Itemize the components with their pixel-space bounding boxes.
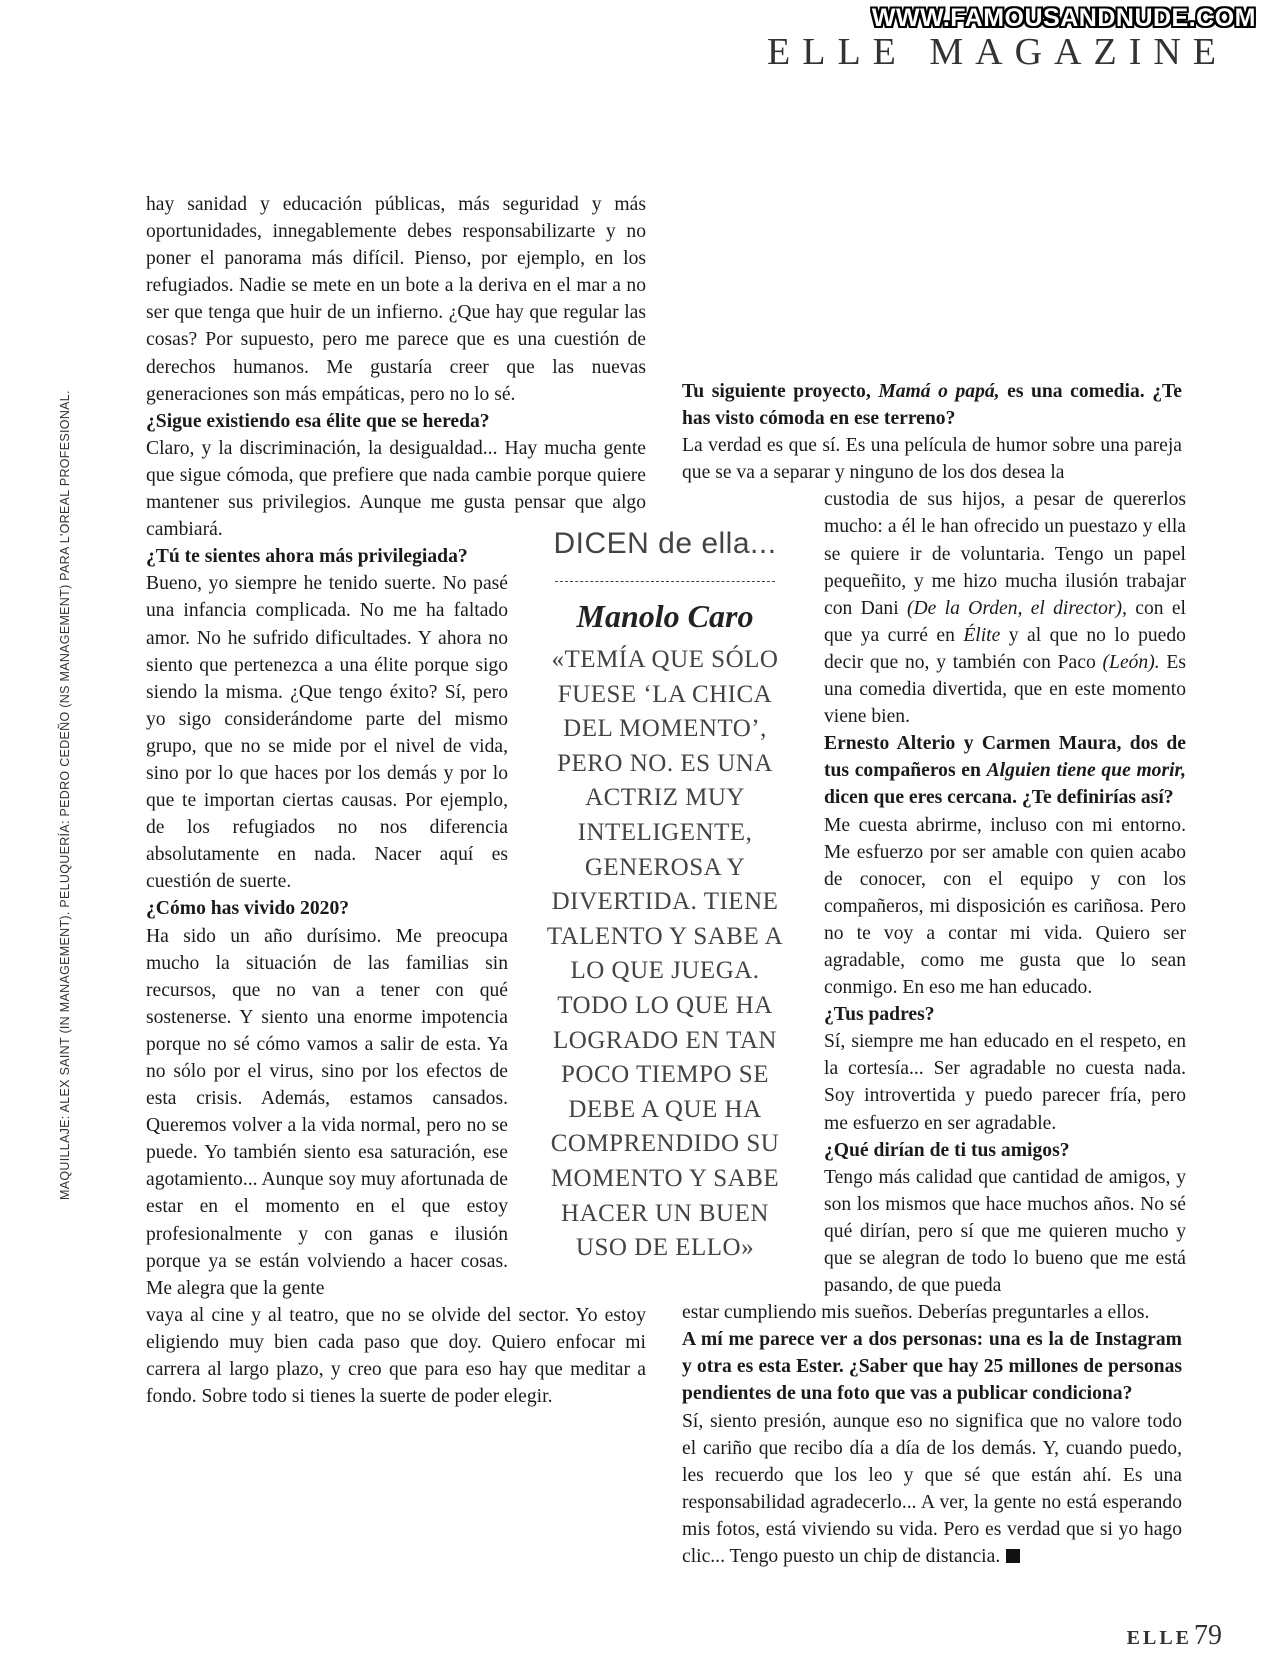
answer-text: y al que no lo puedo decir que no, y también con Paco xyxy=(824,624,1186,673)
answer-paragraph xyxy=(682,1408,1182,1571)
answer-paragraph: Bueno, yo siempre he tenido suerte. No pasé una infancia complicada. No me ha faltado amor. No he sufrido dificultades. Y ahora no siento que pertenezca a una élite porque sigo siendo la misma. ¿Que tengo éxito? Sí, pero yo sigo considerándome parte del mismo grupo, que no se mide por el nivel de vida, sino por lo que haces por los demás y por lo que te importan ciertas causas. Por ejemplo, de los refugiados no nos diferencia absolutamente en nada. Nacer aquí es cuestión de suerte. xyxy=(146,573,508,893)
answer-paragraph: vaya al cine y al teatro, que no se olvide del sector. Yo estoy eligiendo muy bien cada paso que doy. Quiero enfocar mi carrera al largo plazo, y creo que para eso hay que meditar a fondo. Sobre todo si tienes la suerte de poder elegir. xyxy=(146,1304,646,1408)
italic-note: (León). xyxy=(1102,651,1160,673)
question-text: Tu siguiente proyecto, xyxy=(682,381,871,402)
watermark: WWW.FAMOUSANDNUDE.COM xyxy=(871,4,1256,32)
answer-text: Claro, y la discriminación, la desigualdad... Hay mucha gente que sigue cómoda, que prefiere que nada cambie porque quiere mantener sus privilegios. Aunque me gusta pensar que algo cambiará. xyxy=(146,437,646,541)
pull-quote-text: «TEMÍA QUE SÓLO FUESE ‘LA CHICA DEL MOMENTO’, PERO NO. ES UNA ACTRIZ MUY INTELIGENTE, GENEROSA Y DIVERTIDA. TIENE TALENTO Y SABE A LO QUE JUEGA. TODO LO QUE HA LOGRADO EN TAN POCO TIEMPO SE DEBE A QUE HA COMPRENDIDO SU MOMENTO Y SABE HACER UN BUEN USO DE ELLO» xyxy=(546,646,784,1262)
question: ¿Cómo has vivido 2020? xyxy=(146,898,350,920)
answer-paragraph xyxy=(824,486,1186,730)
question: ¿Tú te sientes ahora más privilegiada? xyxy=(146,546,468,568)
question xyxy=(682,378,1182,432)
narrow-column-block xyxy=(146,543,508,1302)
question-text: es una comedia. ¿Te has visto cómoda en ese terreno? xyxy=(682,381,1183,430)
answer-paragraph: estar cumpliendo mis sueños. Deberías preguntarles a ellos. xyxy=(682,1302,1150,1324)
question-text: dicen que eres cercana. ¿Te definirías así? xyxy=(824,787,1174,809)
answer-text: con el que ya curré en xyxy=(824,597,1186,646)
masthead: ELLE MAGAZINE xyxy=(767,31,1228,73)
answer-paragraph: Sí, siempre me han educado en el respeto, en la cortesía... Ser agradable no cuesta nada. Soy introvertida y puedo parecer fría, pero me esfuerzo en ser agradable. xyxy=(824,1031,1186,1134)
answer-text: custodia de sus hijos, a pesar de quererlos mucho: a él le han ofrecido un puestazo y ella se quiere ir de voluntaria. Tengo un papel pequeñito, y me hizo mucha ilusión trabajar con Dani xyxy=(824,489,1186,619)
page-number: 79 xyxy=(1194,1620,1222,1651)
italic-note: (De la Orden, el director), xyxy=(906,597,1127,619)
answer-paragraph: Me cuesta abrirme, incluso con mi entorno. Me esfuerzo por ser amable con quien acabo de conocer, con el equipo y con los compañeros, mi disposición es cariñosa. Pero no te voy a contar mi vida. Quiero ser agradable, como me gusta que lo sean conmigo. En eso me han educado. xyxy=(824,814,1186,999)
answer-paragraph: Tengo más calidad que cantidad de amigos, y son los mismos que hace muchos años. No sé qué dirían, pero sí que me quieren mucho y que se alegran de todo lo bueno que me está pasando, de que pueda xyxy=(824,1166,1186,1297)
answer-text: Es una comedia divertida, que en este momento viene bien. xyxy=(824,651,1187,728)
narrow-column-block xyxy=(824,486,1186,1299)
pull-quote-heading: DICEN de ella... xyxy=(553,527,777,560)
folio-brand: ELLE xyxy=(1126,1627,1192,1649)
end-mark-icon xyxy=(1006,1549,1020,1563)
question: ¿Sigue existiendo esa élite que se hereda? xyxy=(146,410,490,432)
article-column-right xyxy=(682,378,1187,1570)
answer-paragraph: La verdad es que sí. Es una película de humor sobre una pareja que se va a separar y ninguno de los dos desea la xyxy=(682,435,1182,484)
series-title: Élite xyxy=(963,624,1001,646)
question: ¿Qué dirían de ti tus amigos? xyxy=(824,1139,1070,1161)
photo-credit: MAQUILLAJE: ALEX SAINT (IN MANAGEMENT). PELUQUERÍA: PEDRO CEDEÑO (NS MANAGEMENT) PARA L'OREAL PROFESIONAL. xyxy=(58,390,72,1200)
pull-quote-author: Manolo Caro xyxy=(576,598,754,634)
question: ¿Tus padres? xyxy=(824,1004,935,1026)
answer-paragraph: hay sanidad y educación públicas, más seguridad y más oportunidades, innegablemente debes responsabilizarte y no poner el panorama más difícil. Pienso, por ejemplo, en los refugiados. Nadie se mete en un bote a la deriva en el mar a no ser que tenga que huir de un infierno. ¿Que hay que regular las cosas? Por supuesto, pero me parece que es una cuestión de derechos humanos. Me gustaría creer que las nuevas generaciones son más empáticas, pero no lo sé. xyxy=(146,194,646,405)
answer-text: Sí, siento presión, aunque eso no significa que no valore todo el cariño que recibo día a día de los demás. Y, cuando puedo, les recuerdo que los leo y que sé que están ahí. Es una responsabilidad agradecerlo... A ver, la gente no está esperando mis fotos, está viviendo su vida. Pero es verdad que si yo hago clic... Tengo puesto un chip de distancia. xyxy=(682,1410,1182,1568)
answer-paragraph: Ha sido un año durísimo. Me preocupa mucho la situación de las familias sin recursos, que no van a tener con qué sostenerse. Y siento una enorme impotencia porque no sé cómo vamos a salir de esta. Ya no sólo por el virus, sino por los efectos de esta crisis. Además, estamos cansados. Queremos volver a la vida normal, pero no se puede. Yo también siento esa saturación, ese agotamiento... Aunque soy muy afortunada de estar en el momento en el que estoy profesionalmente y con ganas e ilusión porque ya se están volviendo a hacer cosas. Me alegra que la gente xyxy=(146,925,508,1299)
page-folio xyxy=(1127,1620,1222,1652)
question xyxy=(824,730,1186,811)
question: A mí me parece ver a dos personas: una es la de Instagram y otra es esta Ester. ¿Saber que hay 25 millones de personas pendientes de una foto que vas a publicar condiciona? xyxy=(682,1329,1182,1405)
film-title: Alguien tiene que morir, xyxy=(986,760,1186,782)
film-title: Mamá o papá, xyxy=(878,381,1000,402)
question-text: Ernesto Alterio y Carmen Maura, dos de tus compañeros en xyxy=(824,733,1186,782)
